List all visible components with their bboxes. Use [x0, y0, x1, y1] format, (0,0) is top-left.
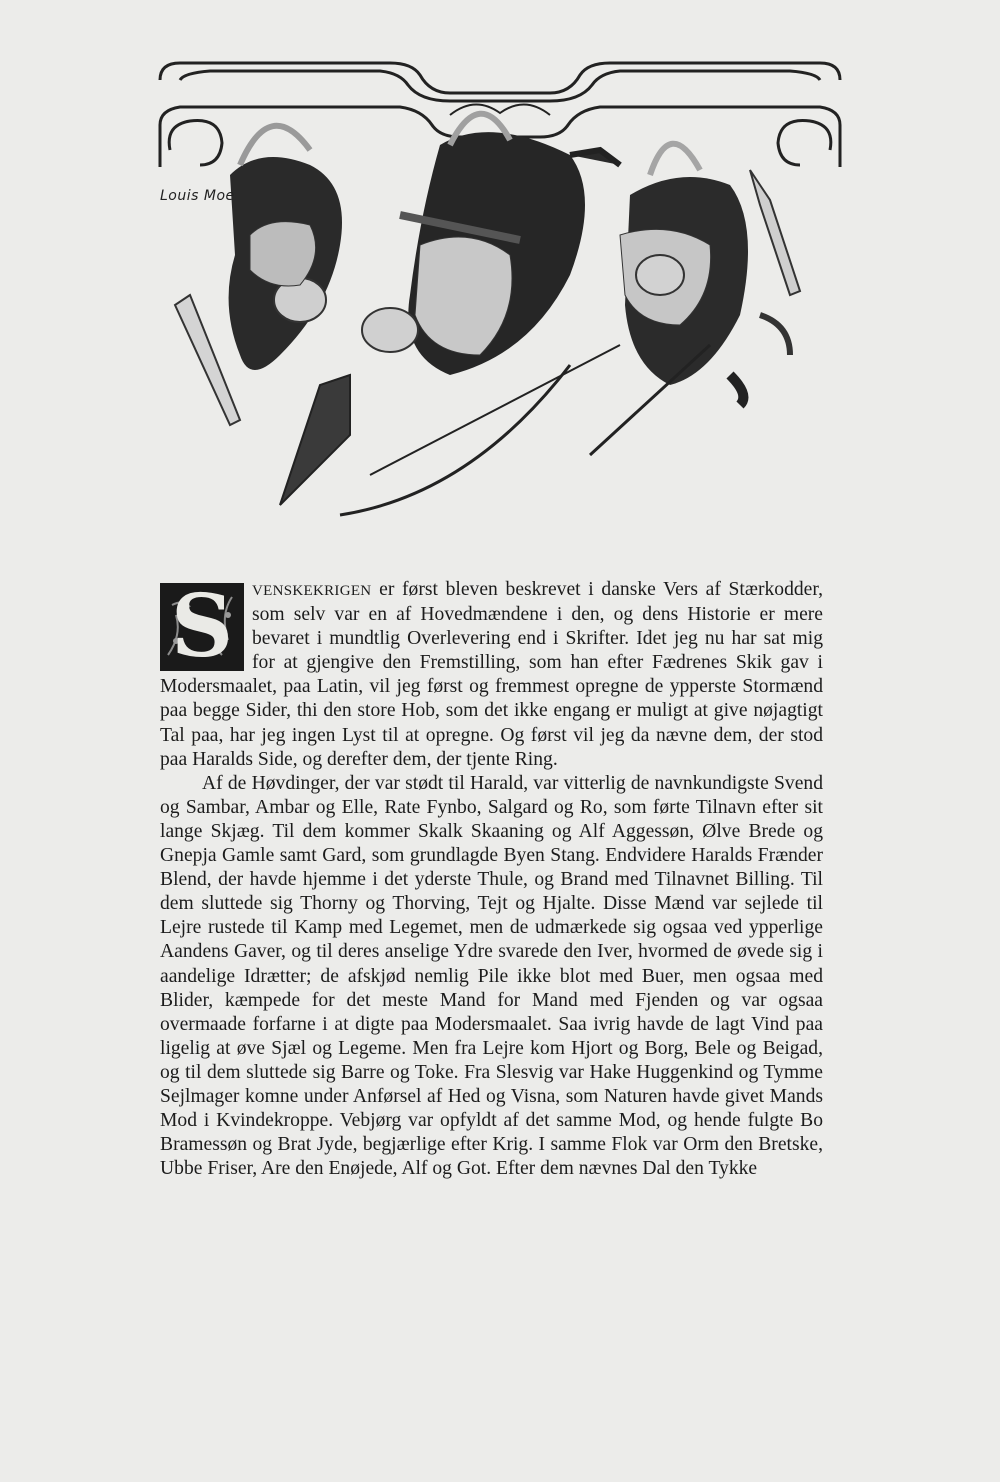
- dropcap-letter: S: [170, 576, 234, 677]
- artist-signature: Louis Moe: [160, 188, 235, 204]
- dropcap: [160, 576, 244, 677]
- warrior-center: [280, 114, 620, 515]
- paragraph-1-text: er først bleven beskrevet i danske Vers af Stærkodder, som selv var en af Hovedmændene i den, og dens Historie er mere bevaret i mundtlig Overlevering end i Skrifter. Idet jeg nu har sat mig for at gjengive den Fremstilling, som han efter Fædrenes Skik gav i Modersmaalet, paa Latin, vil jeg først og fremmest opregne de ypperste Stormænd paa begge Sider, thi den store Hob, som det ikke engang er muligt at give nøjagtigt Tal paa, har jeg ingen Lyst til at opregne. Og først vil jeg da nævne dem, der stod paa Haralds Side, og derefter dem, der tjente Ring.: [160, 579, 823, 770]
- opening-smallcaps: VENSKEKRIGEN: [252, 583, 372, 599]
- body-text: [160, 578, 823, 1181]
- warrior-right: [590, 144, 800, 455]
- warrior-left: [175, 126, 342, 425]
- paragraph-2: Af de Høvdinger, der var stødt til Harald, var vitterlig de navnkundigste Svend og Sambar, Ambar og Elle, Rate Fynbo, Salgard og Ro, som førte Tilnavn efter sit lange Skjæg. Til dem kommer Skalk Skaaning og Alf Aggessøn, Ølve Brede og Gnepja Gamle samt Gard, som grundlagde Byen Stang. Endvidere Haralds Frænder Blend, der havde hjemme i det yderste Thule, og Brand med Tilnavnet Billing. Til dem sluttede sig Thorny og Thorving, Tejt og Hjalte. Disse Mænd var sejlede til Lejre rustede til Kamp med Legemet, men de udmærkede sig ogsaa ved ypperlige Aandens Gaver, og til deres anselige Ydre svarede den Iver, hvormed de øvede sig i aandelige Idrætter; de afskjød nemlig Pile ikke blot med Buer, men ogsaa med Blider, kæmpede for det meste Mand for Mand med Fjenden og var ogsaa overmaade forfarne i at digte paa Modersmaalet. Saa ivrig havde de lagt Vind paa ligelig at øve Sjæl og Legeme. Men fra Lejre kom Hjort og Borg, Bele og Beigad, og til dem sluttede sig Barre og Toke. Fra Slesvig var Hake Huggenkind og Tymme Sejlmager komne under Anførsel af Hed og Visna, som Naturen havde givet Mands Mod i Kvindekroppe. Vebjørg var opfyldt af det samme Mod, og hende fulgte Bo Bramessøn og Brat Jyde, begjærlige efter Krig. I samme Flok var Orm den Bretske, Ubbe Friser, Are den Enøjede, Alf og Got. Efter dem nævnes Dal den Tykke: [160, 772, 823, 1180]
- paragraph-1: [160, 578, 823, 772]
- warriors-illustration: [150, 55, 850, 535]
